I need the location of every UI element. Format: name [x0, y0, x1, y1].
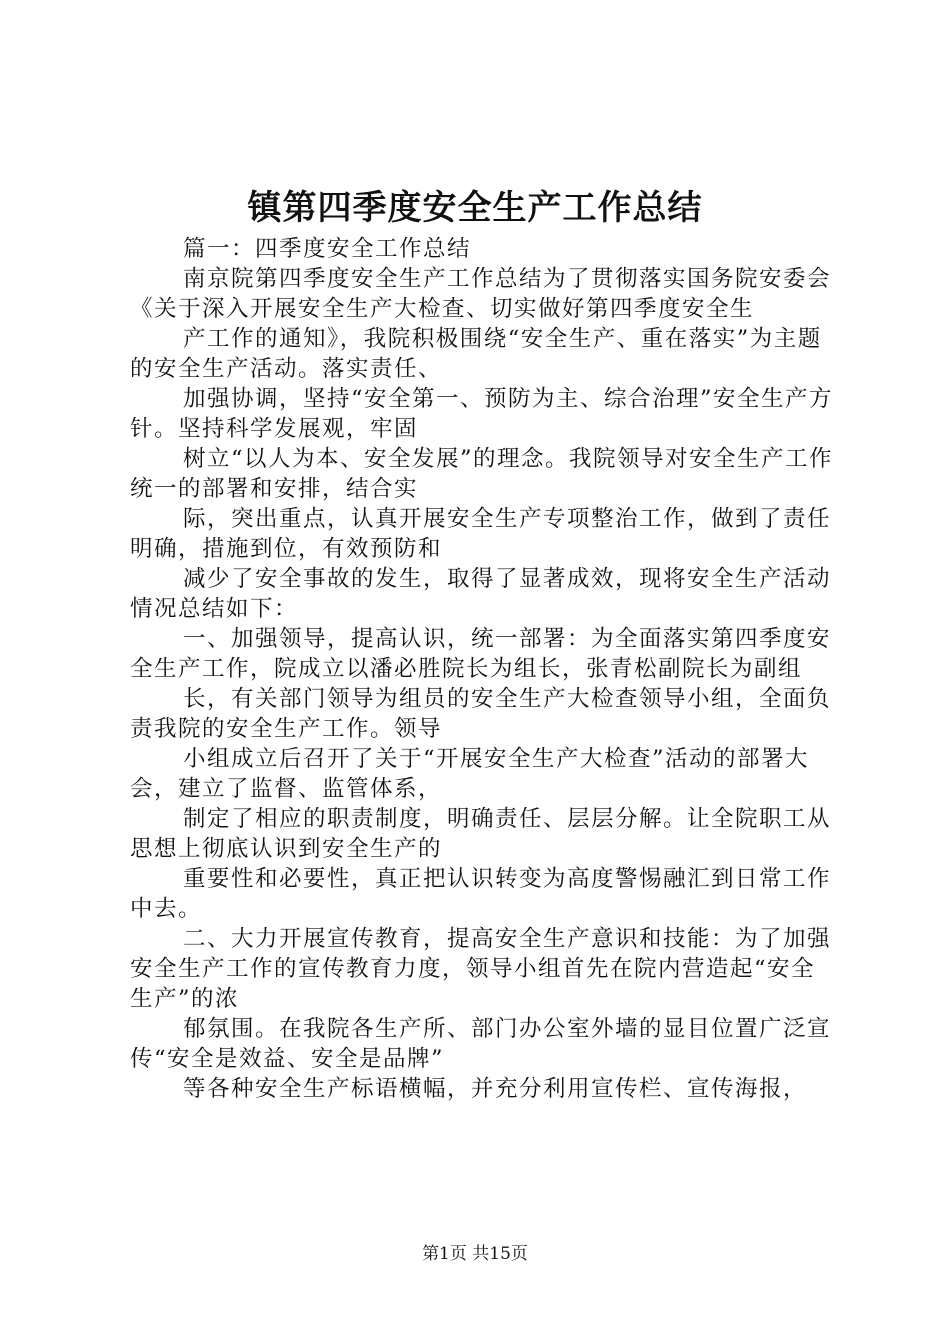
paragraph: 郁氛围。在我院各生产所、部门办公室外墙的显目位置广泛宣传“安全是效益、安全是品牌”	[130, 1016, 832, 1072]
paragraph: 加强协调，坚持“安全第一、预防为主、综合治理”安全生产方针。坚持科学发展观，牢固	[130, 386, 834, 442]
document-body	[130, 234, 835, 1104]
paragraph: 际，突出重点，认真开展安全生产专项整治工作，做到了责任明确，措施到位，有效预防和	[130, 506, 832, 562]
paragraph: 南京院第四季度安全生产工作总结为了贯彻落实国务院安委会《关于深入开展安全生产大检查、切实做好第四季度安全生	[130, 266, 832, 322]
paragraph: 重要性和必要性，真正把认识转变为高度警惕融汇到日常工作中去。	[130, 866, 832, 922]
page-footer: 第1页 共15页	[422, 1244, 528, 1264]
paragraph: 制定了相应的职责制度，明确责任、层层分解。让全院职工从思想上彻底认识到安全生产的	[130, 806, 832, 862]
paragraph: 减少了安全事故的发生，取得了显著成效，现将安全生产活动情况总结如下：	[130, 566, 832, 622]
paragraph: 等各种安全生产标语横幅，并充分利用宣传栏、宣传海报，	[183, 1076, 808, 1102]
paragraph: 二、大力开展宣传教育，提高安全生产意识和技能：为了加强安全生产工作的宣传教育力度，领导小组首先在院内营造起“安全生产”的浓	[130, 926, 832, 1012]
paragraph: 一、加强领导，提高认识，统一部署：为全面落实第四季度安全生产工作，院成立以潘必胜院长为组长，张青松副院长为副组	[130, 626, 832, 682]
paragraph: 树立“以人为本、安全发展”的理念。我院领导对安全生产工作统一的部署和安排，结合实	[130, 446, 834, 502]
paragraph: 产工作的通知》，我院积极围绕“安全生产、重在落实”为主题的安全生产活动。落实责任、	[130, 326, 822, 382]
paragraph: 篇一：四季度安全工作总结	[183, 236, 472, 262]
paragraph: 小组成立后召开了关于“开展安全生产大检查”活动的部署大会，建立了监督、监管体系，	[130, 746, 810, 802]
paragraph: 长，有关部门领导为组员的安全生产大检查领导小组，全面负责我院的安全生产工作。领导	[130, 686, 832, 742]
document-title: 镇第四季度安全生产工作总结	[247, 188, 703, 228]
